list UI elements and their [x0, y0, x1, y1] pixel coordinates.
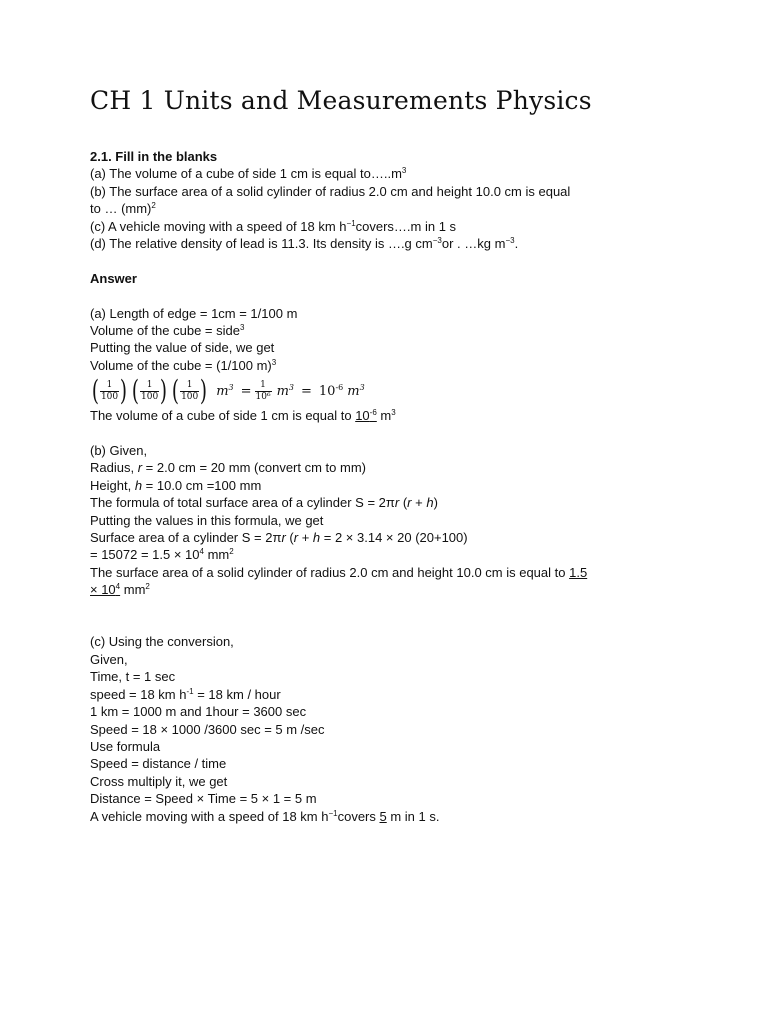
math-result-fraction: $\frac{1}{\text{10⁶}}$ — [255, 379, 271, 402]
answer-b-line3: Height, h = 10.0 cm =100 mm — [90, 477, 262, 493]
math-equation: ( $\frac{1}{100}$ ) ( $\frac{1}{100}$ ) ( $\frac{1}{100}$ ) $m^3$ = $\frac{1}{\text{10⁶}}$ $m^3$ = $10^{-6}$ $m^3$ — [91, 374, 365, 408]
answer-c-line8: Speed = distance / time — [90, 756, 227, 772]
question-b-line2: to … (mm)$^2$ — [90, 201, 156, 217]
answer-b-line4: The formula of total surface area of a cylinder S = 2πr (r + h) — [90, 495, 438, 511]
math-unit: $m^3$ — [216, 382, 234, 399]
answer-c-line1: (c) Using the conversion, — [90, 634, 234, 650]
section-heading: 2.1. Fill in the blanks — [90, 149, 218, 164]
answer-b-line9: × $10^4$ $mm^2$ — [90, 582, 150, 598]
answer-a-line3: Putting the value of side, we get — [90, 340, 275, 356]
answer-c-line9: Cross multiply it, we get — [90, 773, 228, 789]
answer-b-line7: = $15072 = 1.5 \times 10^4$ $mm^2$ — [90, 547, 234, 563]
document-body — [90, 148, 690, 825]
answer-b-line2: Radius, r = 2.0 cm = 20 mm (convert cm to mm) — [90, 460, 366, 476]
question-a: (a) The volume of a cube of side 1 cm is equal $to\dots..m^3$ — [90, 166, 407, 182]
answer-a-line4: Volume of the cube = (1/100 m)$^3$ — [90, 357, 277, 373]
answer-a-line1: (a) Length of edge = 1cm = 1/100 m — [90, 305, 298, 321]
answer-b-line1: (b) Given, — [90, 443, 148, 459]
question-c: (c) A vehicle moving with a speed of 18 km $h^{-1}covers\dots.m$ in 1 s — [90, 218, 457, 234]
math-final-value: $10^{-6}$ — [318, 382, 344, 399]
answer-b-line6: Surface area of a cylinder S = 2πr (r + h = 2 × 3.14 × 20 (20+100) — [90, 530, 468, 546]
answer-c-line6: Speed = 18 × 1000 /3600 sec = 5 m /sec — [90, 721, 325, 737]
answer-heading: Answer — [90, 270, 137, 286]
answer-b-line5: Putting the values in this formula, we get — [90, 512, 324, 528]
math-fraction-group-3: ( $\frac{1}{100}$ ) — [172, 374, 208, 408]
answer-c-line10: Distance = Speed × Time = 5 × 1 = 5 m — [90, 791, 317, 807]
question-d: (d) The relative density of lead is 11.3. Its density is ….g $cm^{-3}or$ . …kg $m^{-3}$. — [90, 236, 519, 252]
answer-a-line2: Volume of the cube = side$^3$ — [90, 323, 245, 339]
math-fraction-group-1: ( $\frac{1}{100}$ ) — [91, 374, 128, 408]
answer-a-result: The volume of a cube of side 1 cm is equal to $10^{-6}$ $m^3$ — [90, 408, 396, 424]
answer-c-line7: Use formula — [90, 738, 161, 754]
answer-c-line3: Time, t = 1 sec — [90, 669, 176, 685]
answer-c-line2: Given, — [90, 651, 128, 667]
answer-c-line5: 1 km = 1000 m and 1hour = 3600 sec — [90, 704, 307, 720]
answer-b-line8: The surface area of a solid cylinder of radius 2.0 cm and height 10.0 cm is equal to 1.5 — [90, 564, 588, 580]
page-title: CH 1 Units and Measurements Physics — [90, 86, 592, 115]
math-fraction-group-2: ( $\frac{1}{100}$ ) — [131, 374, 168, 408]
question-b-line1: (b) The surface area of a solid cylinder of radius 2.0 cm and height 10.0 cm is equal — [90, 183, 571, 199]
answer-c-final: A vehicle moving with a speed of 18 km $h^{-1}covers$ 5 m in 1 s. — [90, 808, 440, 824]
answer-c-speed: speed = 18 km $h^{-1} = 18$ km / hour — [90, 686, 281, 702]
